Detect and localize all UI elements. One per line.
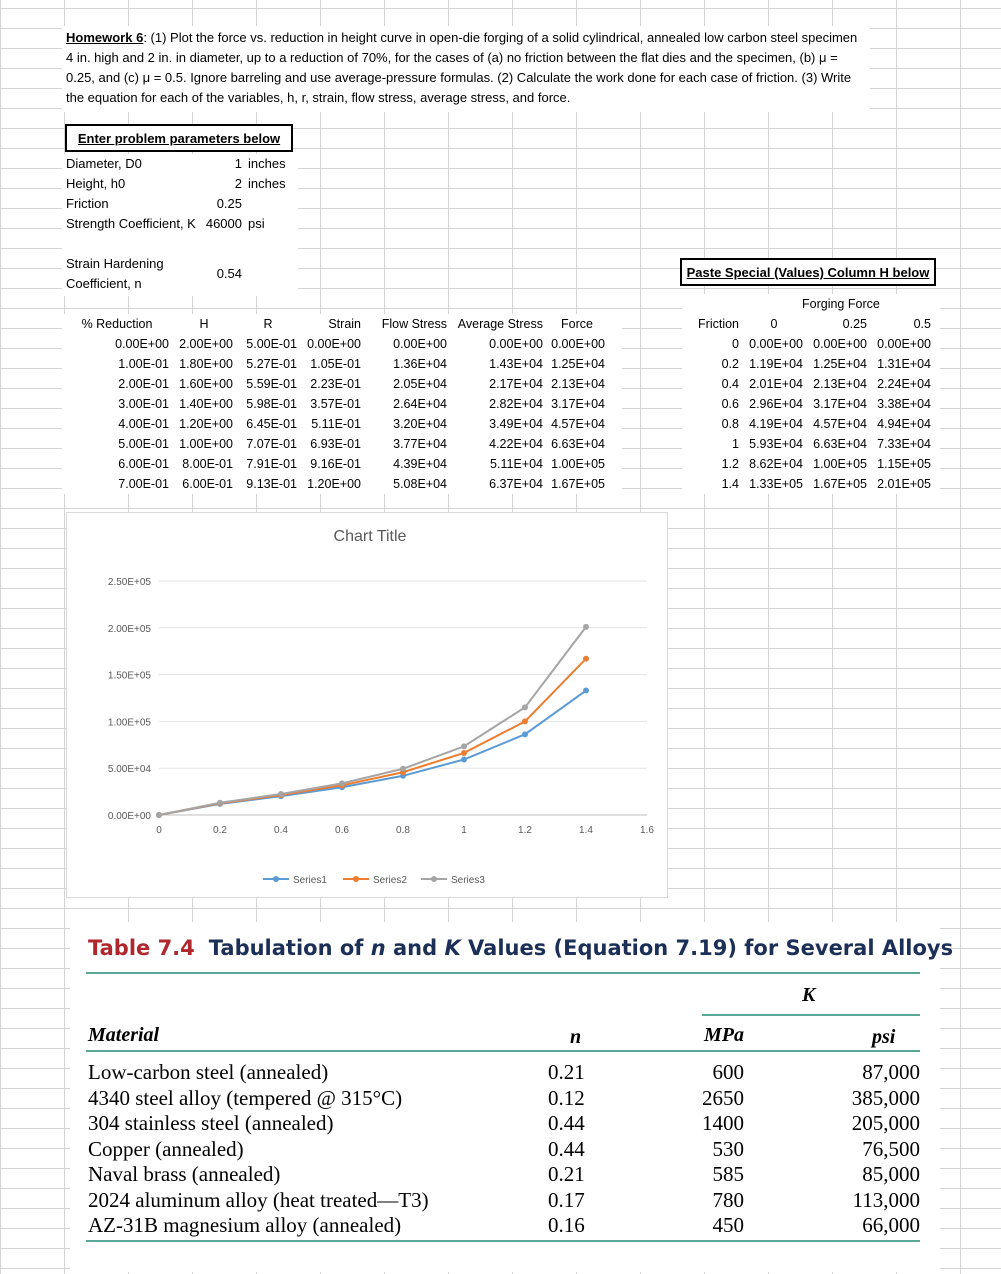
y-tick-label: 5.00E+04 bbox=[107, 764, 151, 776]
table-row bbox=[682, 374, 934, 394]
table-row bbox=[62, 334, 608, 354]
param-value[interactable]: 0.25 bbox=[216, 196, 242, 211]
cell[interactable]: 1.43E+04 bbox=[489, 357, 543, 371]
cell[interactable]: 0.00E+00 bbox=[307, 337, 361, 351]
param-label: Height, h0 bbox=[66, 176, 126, 191]
header-h[interactable]: H bbox=[199, 317, 209, 331]
n-cell: 0.21 bbox=[548, 1060, 585, 1084]
cell[interactable]: 1.31E+04 bbox=[877, 357, 931, 371]
n-cell: 0.44 bbox=[548, 1136, 585, 1161]
x-tick-label: 0.2 bbox=[213, 825, 227, 836]
cell[interactable]: 0.8 bbox=[721, 417, 739, 431]
cell[interactable]: 0.00E+00 bbox=[551, 337, 605, 351]
header-mu-0[interactable]: 0 bbox=[770, 317, 778, 331]
params-block bbox=[62, 154, 298, 296]
cell[interactable]: 6.93E-01 bbox=[310, 437, 361, 451]
psi-cell: 85,000 bbox=[862, 1162, 920, 1186]
col-mpa: MPa bbox=[704, 1024, 744, 1046]
cell[interactable]: 4.94E+04 bbox=[877, 417, 931, 431]
cell[interactable]: 7.33E+04 bbox=[877, 437, 931, 451]
psi-cell: 385,000 bbox=[851, 1085, 920, 1110]
bottom-rule bbox=[86, 1240, 920, 1242]
param-value[interactable]: 2 bbox=[234, 176, 242, 191]
n-cell: 0.44 bbox=[548, 1111, 585, 1135]
param-unit: inches bbox=[248, 156, 286, 171]
table-row[interactable] bbox=[88, 1086, 920, 1112]
x-tick-label: 1.6 bbox=[640, 825, 654, 836]
table-row[interactable] bbox=[88, 1137, 920, 1163]
cell[interactable]: 3.38E+04 bbox=[877, 397, 931, 411]
title-part: Values (Equation 7.19) for Several Alloys bbox=[460, 936, 954, 960]
chart-title[interactable]: Chart Title bbox=[333, 528, 407, 545]
cell[interactable]: 0.00E+00 bbox=[813, 337, 867, 351]
param-value[interactable]: 0.54 bbox=[216, 266, 242, 281]
cell[interactable]: 1.4 bbox=[721, 477, 739, 491]
cell[interactable]: 5.98E-01 bbox=[246, 397, 297, 411]
data-point bbox=[522, 718, 528, 724]
material-cell: Copper (annealed) bbox=[88, 1136, 244, 1161]
data-point bbox=[400, 766, 406, 772]
x-tick-label: 1 bbox=[461, 825, 467, 836]
cell[interactable]: 2.96E+04 bbox=[749, 397, 803, 411]
x-tick-label: 0.4 bbox=[274, 825, 288, 836]
cell[interactable]: 2.64E+04 bbox=[393, 397, 447, 411]
data-point bbox=[339, 780, 345, 786]
header-rule bbox=[86, 1050, 920, 1052]
table-row[interactable] bbox=[88, 1060, 920, 1086]
param-value[interactable]: 1 bbox=[234, 156, 242, 171]
table-number: Table 7.4 bbox=[88, 936, 195, 960]
table-row bbox=[682, 354, 934, 374]
cell[interactable]: 5.11E-01 bbox=[311, 417, 361, 431]
psi-cell: 205,000 bbox=[851, 1111, 920, 1135]
x-tick-label: 0 bbox=[156, 825, 162, 836]
data-point bbox=[583, 656, 589, 662]
param-row-height[interactable] bbox=[66, 174, 298, 194]
table-row bbox=[682, 394, 934, 414]
cell[interactable]: 0.00E+00 bbox=[393, 337, 447, 351]
cell[interactable]: 5.93E+04 bbox=[749, 437, 803, 451]
param-row-friction[interactable] bbox=[66, 194, 298, 214]
header-average-stress[interactable]: Average Stress bbox=[457, 317, 543, 331]
cell[interactable]: 4.19E+04 bbox=[749, 417, 803, 431]
homework-statement[interactable] bbox=[62, 26, 870, 112]
data-point bbox=[461, 750, 467, 756]
data-point bbox=[522, 704, 528, 710]
cell[interactable]: 1.2 bbox=[721, 457, 739, 471]
cell[interactable]: 5.00E-01 bbox=[246, 337, 297, 351]
table-row bbox=[62, 434, 608, 454]
legend-label: Series2 bbox=[373, 875, 407, 886]
table-row bbox=[62, 474, 608, 494]
cell[interactable]: 8.62E+04 bbox=[749, 457, 803, 471]
n-cell: 0.16 bbox=[548, 1213, 585, 1237]
cell[interactable]: 1.20E+00 bbox=[179, 417, 233, 431]
data-point bbox=[217, 800, 223, 806]
x-tick-label: 1.4 bbox=[579, 825, 593, 836]
legend-marker bbox=[431, 876, 437, 882]
table-row bbox=[62, 374, 608, 394]
cell[interactable]: 1.05E-01 bbox=[310, 357, 361, 371]
cell[interactable]: 0.00E+00 bbox=[489, 337, 543, 351]
data-point bbox=[278, 791, 284, 797]
cell[interactable]: 2.05E+04 bbox=[393, 377, 447, 391]
cell[interactable]: 0.00E+00 bbox=[115, 337, 169, 351]
table-row bbox=[682, 414, 934, 434]
cell[interactable]: 4.00E-01 bbox=[118, 417, 169, 431]
y-tick-label: 2.00E+05 bbox=[107, 623, 151, 635]
cell[interactable]: 1.00E+05 bbox=[551, 457, 605, 471]
cell[interactable]: 1.33E+05 bbox=[749, 477, 803, 491]
params-header-label: Enter problem parameters below bbox=[77, 130, 281, 146]
table-row bbox=[682, 334, 934, 354]
table-row bbox=[682, 434, 934, 454]
param-value[interactable]: 46000 bbox=[205, 216, 242, 231]
data-point bbox=[583, 688, 589, 694]
header-friction[interactable]: Friction bbox=[698, 317, 739, 331]
table-row[interactable] bbox=[88, 1213, 920, 1239]
param-label: Diameter, D0 bbox=[66, 156, 142, 171]
homework-text: : (1) Plot the force vs. reduction in height curve in open-die forging of a solid cylindrical, annealed low carbon steel specimen 4 in. high and 2 in. in diameter, up to a reduction of 70%, for the cases of (a) no friction between the flat dies and the specimen, (b) μ = 0.25, and (c) μ = 0.5. Ignore barreling and use average-pressure formulas. (2) Calculate the work done for each case of friction. (3) Write the equation for each of the variables, h, r, strain, flow stress, average stress, and force. bbox=[66, 30, 858, 105]
psi-cell: 113,000 bbox=[852, 1187, 920, 1212]
cell[interactable]: 2.13E+04 bbox=[551, 377, 605, 391]
header-force[interactable]: Force bbox=[561, 317, 593, 331]
psi-cell: 66,000 bbox=[862, 1213, 920, 1237]
data-point bbox=[156, 812, 162, 818]
table-row bbox=[62, 454, 608, 474]
material-cell: Low-carbon steel (annealed) bbox=[88, 1060, 329, 1084]
n-cell: 0.21 bbox=[548, 1162, 585, 1186]
param-label: Strain Hardening Coefficient, n bbox=[66, 256, 164, 291]
n-cell: 0.17 bbox=[548, 1187, 585, 1212]
data-point bbox=[461, 756, 467, 762]
param-row-strength[interactable] bbox=[66, 214, 298, 234]
x-tick-label: 0.6 bbox=[335, 825, 349, 836]
table-row bbox=[62, 414, 608, 434]
cell[interactable]: 3.17E+04 bbox=[813, 397, 867, 411]
cell[interactable]: 3.49E+04 bbox=[489, 417, 543, 431]
mpa-cell: 780 bbox=[712, 1187, 744, 1212]
cell[interactable]: 2.01E+04 bbox=[749, 377, 803, 391]
material-cell: 4340 steel alloy (tempered @ 315°C) bbox=[88, 1085, 403, 1110]
table-row bbox=[62, 354, 608, 374]
cell[interactable]: 2.17E+04 bbox=[489, 377, 543, 391]
calc-header-row bbox=[62, 314, 608, 334]
cell[interactable]: 6.45E-01 bbox=[246, 417, 297, 431]
cell[interactable]: 1.25E+04 bbox=[813, 357, 867, 371]
cell[interactable]: 6.63E+04 bbox=[813, 437, 867, 451]
mpa-cell: 600 bbox=[712, 1060, 744, 1084]
table-row bbox=[682, 454, 934, 474]
cell[interactable]: 6.00E-01 bbox=[118, 457, 169, 471]
cell[interactable]: 7.07E-01 bbox=[246, 437, 297, 451]
params-header[interactable] bbox=[65, 124, 293, 152]
mpa-cell: 450 bbox=[712, 1213, 744, 1237]
top-rule bbox=[86, 972, 920, 974]
cell[interactable]: 4.57E+04 bbox=[813, 417, 867, 431]
cell[interactable]: 3.20E+04 bbox=[393, 417, 447, 431]
table-row[interactable] bbox=[88, 1111, 920, 1137]
cell[interactable]: 4.39E+04 bbox=[393, 457, 447, 471]
cell[interactable]: 1.15E+05 bbox=[877, 457, 931, 471]
cell[interactable]: 0.00E+00 bbox=[877, 337, 931, 351]
cell[interactable]: 1 bbox=[732, 437, 739, 451]
title-n: n bbox=[370, 936, 386, 960]
param-label: Friction bbox=[66, 196, 109, 211]
psi-cell: 87,000 bbox=[862, 1060, 920, 1084]
mpa-cell: 2650 bbox=[702, 1085, 744, 1110]
cell[interactable]: 5.00E-01 bbox=[118, 437, 169, 451]
legend-marker bbox=[273, 876, 279, 882]
param-label: Strength Coefficient, K bbox=[66, 216, 196, 231]
cell[interactable]: 0.00E+00 bbox=[749, 337, 803, 351]
cell[interactable]: 0.6 bbox=[721, 397, 739, 411]
cell[interactable]: 1.40E+00 bbox=[179, 397, 233, 411]
material-cell: Naval brass (annealed) bbox=[88, 1162, 281, 1186]
forging-header-row bbox=[682, 314, 934, 334]
forging-title-row bbox=[682, 294, 934, 314]
title-part: Tabulation of bbox=[208, 936, 371, 960]
legend-marker bbox=[353, 876, 359, 882]
cell[interactable]: 3.57E-01 bbox=[310, 397, 361, 411]
cell[interactable]: 4.22E+04 bbox=[489, 437, 543, 451]
cell[interactable]: 4.57E+04 bbox=[551, 417, 605, 431]
cell[interactable]: 9.13E-01 bbox=[246, 477, 297, 491]
cell[interactable]: 2.13E+04 bbox=[813, 377, 867, 391]
paste-header-label: Paste Special (Values) Column H below bbox=[686, 264, 930, 280]
data-point bbox=[583, 624, 589, 630]
mpa-cell: 1400 bbox=[702, 1111, 744, 1135]
table-7-4-title bbox=[88, 936, 953, 960]
cell[interactable]: 1.00E+05 bbox=[813, 457, 867, 471]
cell[interactable]: 3.77E+04 bbox=[393, 437, 447, 451]
y-tick-label: 1.00E+05 bbox=[107, 717, 151, 729]
x-tick-label: 0.8 bbox=[396, 825, 410, 836]
y-tick-label: 2.50E+05 bbox=[107, 577, 151, 588]
header-flow-stress[interactable]: Flow Stress bbox=[381, 317, 447, 331]
cell[interactable]: 5.11E+04 bbox=[490, 457, 543, 471]
cell[interactable]: 2.23E-01 bbox=[310, 377, 361, 391]
chart-object[interactable] bbox=[66, 512, 668, 898]
line-chart[interactable] bbox=[67, 513, 667, 897]
header-mu-025[interactable]: 0.25 bbox=[842, 317, 867, 331]
table-row bbox=[62, 394, 608, 414]
paste-header[interactable] bbox=[680, 258, 936, 286]
k-header: K bbox=[802, 984, 816, 1006]
header-r[interactable]: R bbox=[263, 317, 273, 331]
table-7-4-rows bbox=[88, 1060, 920, 1239]
cell[interactable]: 2.82E+04 bbox=[489, 397, 543, 411]
cell[interactable]: 0.4 bbox=[721, 377, 739, 391]
param-row-hardening[interactable] bbox=[66, 254, 298, 294]
cell[interactable]: 7.91E-01 bbox=[246, 457, 297, 471]
cell[interactable]: 1.60E+00 bbox=[179, 377, 233, 391]
mpa-cell: 530 bbox=[712, 1136, 744, 1161]
param-row-diameter[interactable] bbox=[66, 154, 298, 174]
series-line-series2 bbox=[159, 659, 586, 815]
col-material: Material bbox=[88, 1024, 160, 1046]
table-7-4 bbox=[70, 922, 954, 1272]
mpa-cell: 585 bbox=[712, 1162, 744, 1186]
title-k: K bbox=[444, 936, 461, 960]
cell[interactable]: 1.20E+00 bbox=[307, 477, 361, 491]
cell[interactable]: 6.37E+04 bbox=[489, 477, 543, 491]
cell[interactable]: 5.27E-01 bbox=[246, 357, 297, 371]
data-point bbox=[461, 743, 467, 749]
cell[interactable]: 6.00E-01 bbox=[182, 477, 233, 491]
table-row[interactable] bbox=[88, 1188, 920, 1214]
calc-table bbox=[62, 314, 622, 494]
legend-label: Series3 bbox=[451, 875, 485, 886]
cell[interactable]: 2.00E-01 bbox=[118, 377, 169, 391]
col-psi: psi bbox=[872, 1026, 896, 1048]
cell[interactable]: 1.36E+04 bbox=[393, 357, 447, 371]
x-tick-label: 1.2 bbox=[518, 825, 532, 836]
cell[interactable]: 3.17E+04 bbox=[551, 397, 605, 411]
material-cell: 2024 aluminum alloy (heat treated—T3) bbox=[88, 1187, 429, 1212]
material-cell: AZ-31B magnesium alloy (annealed) bbox=[88, 1213, 402, 1237]
cell[interactable]: 1.19E+04 bbox=[749, 357, 803, 371]
table-row bbox=[682, 474, 934, 494]
cell[interactable]: 7.00E-01 bbox=[118, 477, 169, 491]
cell[interactable]: 2.01E+05 bbox=[877, 477, 931, 491]
cell[interactable]: 3.00E-01 bbox=[118, 397, 169, 411]
cell[interactable]: 1.00E-01 bbox=[118, 357, 169, 371]
cell[interactable]: 1.67E+05 bbox=[551, 477, 605, 491]
cell[interactable]: 2.24E+04 bbox=[877, 377, 931, 391]
cell[interactable]: 1.25E+04 bbox=[551, 357, 605, 371]
cell[interactable]: 8.00E-01 bbox=[182, 457, 233, 471]
k-rule bbox=[702, 1014, 920, 1016]
cell[interactable]: 1.80E+00 bbox=[179, 357, 233, 371]
header-reduction[interactable]: % Reduction bbox=[81, 317, 153, 331]
param-unit: psi bbox=[248, 216, 265, 231]
homework-title: Homework 6 bbox=[66, 30, 144, 45]
cell[interactable]: 9.16E-01 bbox=[310, 457, 361, 471]
y-tick-label: 0.00E+00 bbox=[107, 811, 151, 822]
forging-title[interactable]: Forging Force bbox=[802, 297, 880, 311]
legend-label: Series1 bbox=[293, 875, 327, 886]
cell[interactable]: 5.08E+04 bbox=[393, 477, 447, 491]
cell[interactable]: 0.2 bbox=[721, 357, 739, 371]
col-n: n bbox=[570, 1026, 582, 1048]
material-cell: 304 stainless steel (annealed) bbox=[88, 1111, 334, 1135]
cell[interactable]: 2.00E+00 bbox=[179, 337, 233, 351]
n-cell: 0.12 bbox=[548, 1085, 585, 1110]
header-strain[interactable]: Strain bbox=[328, 317, 361, 331]
header-mu-05[interactable]: 0.5 bbox=[913, 317, 931, 331]
cell[interactable]: 1.67E+05 bbox=[813, 477, 867, 491]
cell[interactable]: 6.63E+04 bbox=[551, 437, 605, 451]
data-point bbox=[522, 731, 528, 737]
cell[interactable]: 0 bbox=[732, 337, 739, 351]
forging-force-table bbox=[682, 294, 940, 494]
psi-cell: 76,500 bbox=[862, 1136, 920, 1161]
cell[interactable]: 5.59E-01 bbox=[246, 377, 297, 391]
table-row[interactable] bbox=[88, 1162, 920, 1188]
param-unit: inches bbox=[248, 176, 286, 191]
cell[interactable]: 1.00E+00 bbox=[179, 437, 233, 451]
title-part: and bbox=[385, 936, 445, 960]
y-tick-label: 1.50E+05 bbox=[107, 670, 151, 682]
